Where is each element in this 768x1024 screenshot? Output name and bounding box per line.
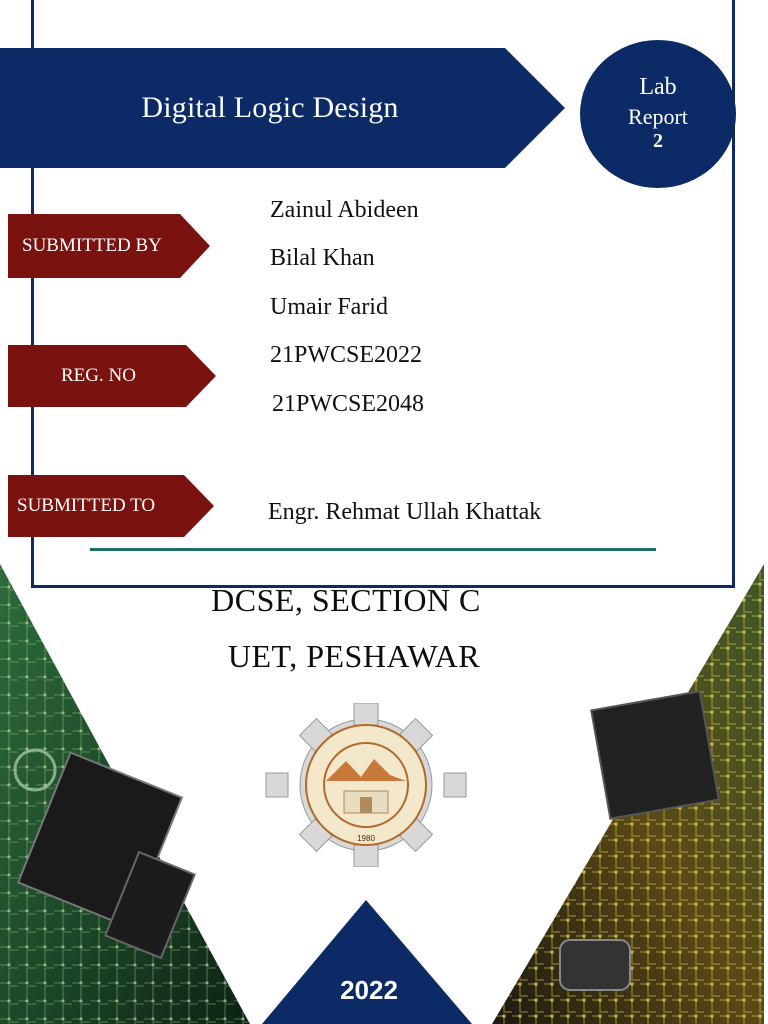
report-title: Digital Logic Design <box>141 91 399 124</box>
submitted-to-label: SUBMITTED TO <box>17 495 156 516</box>
university-text: UET, PESHAWAR <box>227 638 481 674</box>
submitted-to-tag <box>8 475 214 537</box>
reg-number-2: 21PWCSE2048 <box>272 391 425 417</box>
reg-no-tag <box>8 345 216 407</box>
reg-number-1: 21PWCSE2022 <box>270 342 423 368</box>
instructor-name: Engr. Rehmat Ullah Khattak <box>268 499 542 525</box>
department-text: DCSE, SECTION C <box>211 582 481 618</box>
badge-line-lab: Lab <box>639 74 677 100</box>
submitted-by-tag <box>8 214 210 278</box>
submitted-by-label: SUBMITTED BY <box>22 235 162 256</box>
badge-number: 2 <box>653 130 663 152</box>
student-name-2: Bilal Khan <box>270 245 375 271</box>
lab-report-badge <box>580 40 736 188</box>
divider-line <box>90 548 656 551</box>
year-label: 2022 <box>340 975 398 1005</box>
student-name-1: Zainul Abideen <box>270 197 419 223</box>
university-logo-icon <box>258 703 474 867</box>
badge-line-report: Report <box>628 104 688 129</box>
emblem-year: 1980 <box>357 834 375 843</box>
reg-no-label: REG. NO <box>61 365 136 386</box>
student-name-3: Umair Farid <box>270 294 388 320</box>
